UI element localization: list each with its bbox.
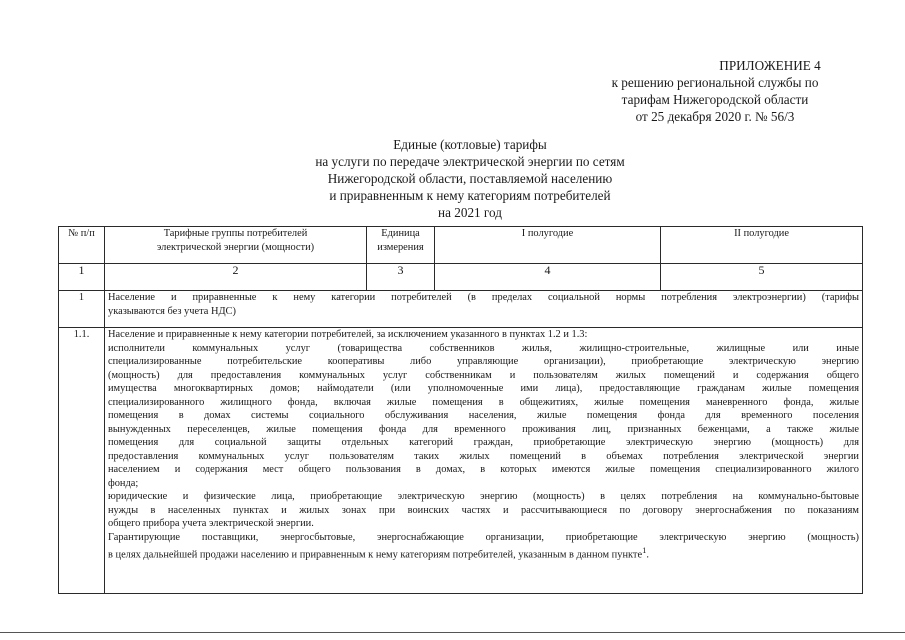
header-cell-second-half: II полугодие — [661, 227, 863, 264]
footnote-mark: 1 — [642, 545, 647, 555]
title-line: Нижегородской области, поставляемой населению — [327, 171, 613, 186]
appendix-line: ПРИЛОЖЕНИЕ 4 — [719, 58, 821, 73]
row-number: 1.1. — [59, 328, 105, 594]
column-number: 1 — [59, 264, 105, 291]
column-number: 4 — [435, 264, 661, 291]
header-cell-unit: Единица измерения — [367, 227, 435, 264]
header-cell-number: № п/п — [59, 227, 105, 264]
document-title — [200, 136, 740, 221]
title-line: на 2021 год — [438, 205, 502, 220]
appendix-line: тарифам Нижегородской области — [621, 92, 809, 107]
page-bottom-rule — [0, 632, 905, 633]
title-line: Единые (котловые) тарифы — [393, 137, 547, 152]
appendix-block — [580, 57, 850, 125]
row-text: Население и приравненные к нему категории потребителей (в пределах социальной нормы потребления электроэнергии) (тарифы указываются без учета НДС) — [105, 291, 863, 328]
tariff-table — [58, 226, 863, 594]
header-cell-tariff-groups: Тарифные группы потребителей электрической энергии (мощности) — [105, 227, 367, 264]
table-row — [59, 328, 863, 594]
title-line: и приравненным к нему категориям потребителей — [329, 188, 611, 203]
column-number-row — [59, 264, 863, 291]
column-number: 2 — [105, 264, 367, 291]
header-cell-first-half: I полугодие — [435, 227, 661, 264]
appendix-line: от 25 декабря 2020 г. № 56/3 — [635, 109, 795, 124]
title-line: на услуги по передаче электрической энергии по сетям — [315, 154, 625, 169]
table-header-row — [59, 227, 863, 264]
column-number: 3 — [367, 264, 435, 291]
row-text: Население и приравненные к нему категории потребителей, за исключением указанного в пунктах 1.2 и 1.3: исполнители коммунальных услуг (товарищества собственников жилья, жилищно-строительные, жилищные или иные специализированные потребительские кооперативы либо управляющие организации), приобретающие электрическую энергию (мощность) для предоставления коммунальных услуг собственникам и пользователям жилых помещений и содержания общего имущества многоквартирных домов; наймодатели (или уполномоченные ими лица), предоставляющие гражданам жилые помещения специализированного жилищного фонда, включая жилые помещения в общежитиях, жилые помещения маневренного фонда, жилые помещения в домах системы социального обслуживания населения, жилые помещения фонда для временного поселения вынужденных переселенцев, жилые помещения фонда для временного проживания лиц, признанных беженцами, а также жилые помещения для социальной защиты отдельных категорий граждан, приобретающие электрическую энергию (мощность) для предоставления коммунальных услуг пользователям таких жилых помещений в объемах потребления электрической энергии населением и содержания мест общего пользования в домах, в которых имеются жилые помещения специализированного жилого фонда; юридические и физические лица, приобретающие электрическую энергию (мощность) в целях потребления на коммунально-бытовые нужды в населенных пунктах и жилых зонах при воинских частях и рассчитывающиеся по договору энергоснабжения по показаниям общего прибора учета электрической энергии. Гарантирующие поставщики, энергосбытовые, энергоснабжающие организации, приобретающие электрическую энергию (мощность) в целях дальнейшей продажи населению и приравненным к нему категориям потребителей, указанным в данном пункте$^1$. — [105, 328, 863, 594]
appendix-line: к решению региональной службы по — [611, 75, 819, 90]
table-row — [59, 291, 863, 328]
column-number: 5 — [661, 264, 863, 291]
row-number: 1 — [59, 291, 105, 328]
